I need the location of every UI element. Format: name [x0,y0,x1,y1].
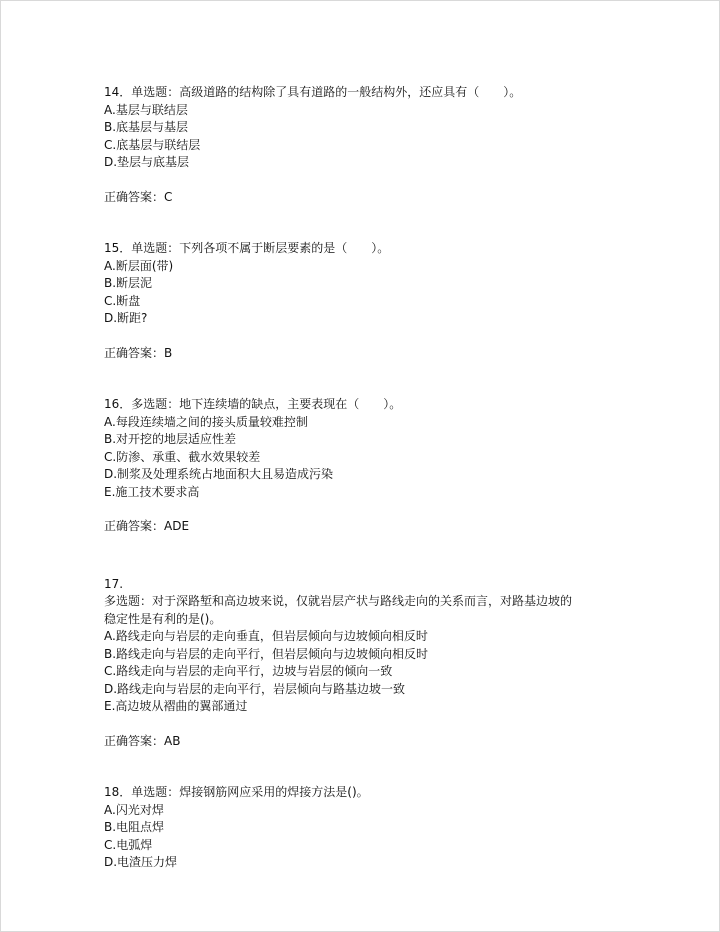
option-c: C.断盘 [104,293,141,308]
spacer [104,750,704,784]
question-number: 17. [104,576,124,591]
option-d: D.制浆及处理系统占地面积大且易造成污染 [104,467,334,481]
spacer [104,206,704,240]
option-e: E.施工技术要求高 [104,484,200,499]
question-18 [104,784,704,872]
question-15 [104,240,704,362]
question-stem: 16．多选题：地下连续墙的缺点，主要表现在（ ）。 [104,397,402,411]
option-a: A.路线走向与岩层的走向垂直，但岩层倾向与边坡倾向相反时 [104,629,428,643]
option-b: B.电阻点焊 [104,820,165,834]
option-b: B.底基层与基层 [104,120,189,134]
option-c: C.路线走向与岩层的走向平行，边坡与岩层的倾向一致 [104,664,393,678]
option-b: B.路线走向与岩层的走向平行，但岩层倾向与边坡倾向相反时 [104,646,429,661]
question-14 [104,84,704,206]
option-a: A.基层与联结层 [104,102,188,117]
option-d: D.路线走向与岩层的走向平行，岩层倾向与路基边坡一致 [104,681,406,696]
option-a: A.闪光对焊 [104,802,164,817]
question-stem: 18．单选题：焊接钢筋网应采用的焊接方法是()。 [104,785,369,799]
question-stem: 15．单选题：下列各项不属于断层要素的是（ ）。 [104,241,390,255]
correct-answer: 正确答案：AB [104,733,181,748]
question-17 [104,576,704,751]
correct-answer: 正确答案：B [104,345,173,360]
question-16 [104,396,704,536]
question-list [104,84,704,872]
option-c: C.防渗、承重、截水效果较差 [104,449,261,464]
option-d: D.电渣压力焊 [104,855,178,869]
correct-answer: 正确答案：C [104,189,173,204]
option-c: C.电弧焊 [104,837,153,852]
option-e: E.高边坡从褶曲的翼部通过 [104,699,248,713]
option-d: D.垫层与底基层 [104,155,190,169]
option-a: A.断层面(带) [104,258,174,273]
option-b: B.对开挖的地层适应性差 [104,432,237,446]
spacer [104,536,704,576]
spacer [104,362,704,396]
option-b: B.断层泥 [104,276,153,290]
question-stem-continued: 稳定性是有利的是()。 [104,611,222,626]
option-a: A.每段连续墙之间的接头质量较难控制 [104,414,308,429]
question-stem: 14．单选题：高级道路的结构除了具有道路的一般结构外，还应具有（ ）。 [104,85,522,99]
option-c: C.底基层与联结层 [104,137,201,152]
option-d: D.断距? [104,311,148,325]
question-stem: 多选题：对于深路堑和高边坡来说，仅就岩层产状与路线走向的关系而言，对路基边坡的 [104,594,573,608]
correct-answer: 正确答案：ADE [104,519,190,533]
